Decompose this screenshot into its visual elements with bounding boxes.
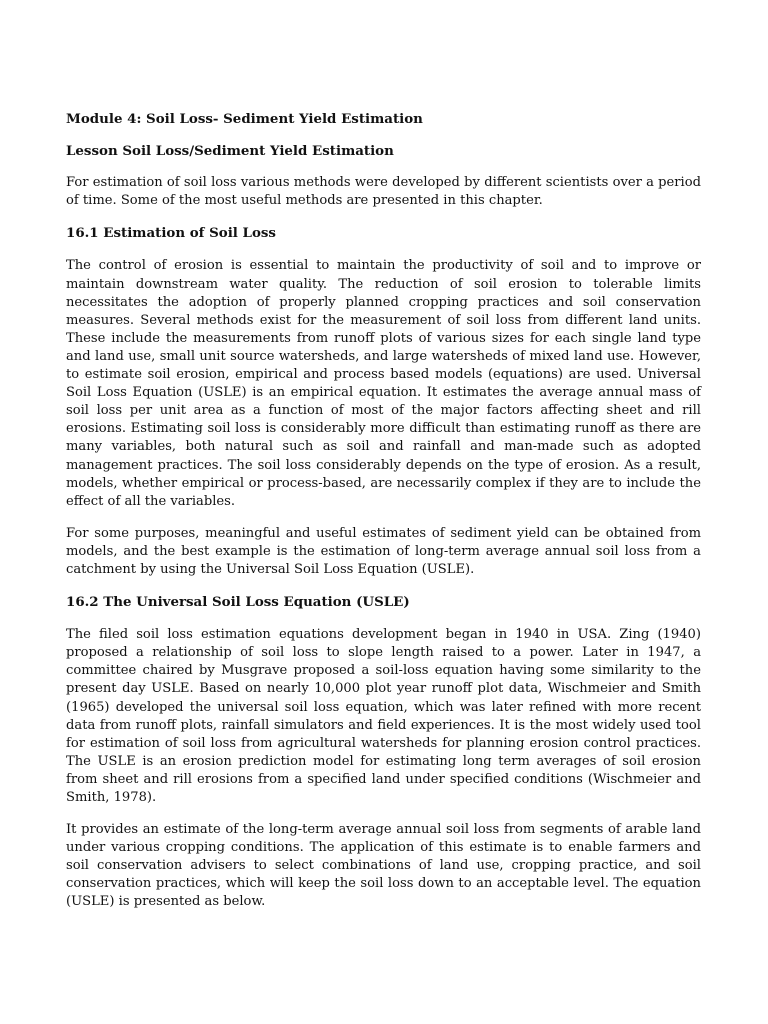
paragraph-usle-history: The filed soil loss estimation equations development began in 1940 in USA. Zing (1940) proposed a relationship of soil loss to slope length raised to a power. Later in 1947, a committee chaired by Musgrave proposed a soil-loss equation having some similarity to the present day USLE. Based on nearly 10,000 plot year runoff plot data, Wischmeier and Smith (1965) developed the universal soil loss equation, which was later refined with more recent data from runoff plots, rainfall simulators and field experiences. It is the most widely used tool for estimation of soil loss from agricultural watersheds for planning erosion control practices. The USLE is an erosion prediction model for estimating long term averages of soil erosion from sheet and rill erosions from a specified land under specified conditions (Wischmeier and Smith, 1978). [66, 627, 701, 805]
lesson-title: Lesson Soil Loss/Sediment Yield Estimation [66, 143, 394, 160]
intro-paragraph: For estimation of soil loss various methods were developed by different scientists over a period of time. Some of the most useful methods are presented in this chapter. [66, 175, 701, 209]
paragraph-erosion-control: The control of erosion is essential to maintain the productivity of soil and to improve or maintain downstream water quality. The reduction of soil erosion to tolerable limits necessitates the adoption of properly planned cropping practices and soil conservation measures. Several methods exist for the measurement of soil loss from different land units. These include the measurements from runoff plots of various sizes for each single land type and land use, small unit source watersheds, and large watersheds of mixed land use. However, to estimate soil erosion, empirical and process based models (equations) are used. Universal Soil Loss Equation (USLE) is an empirical equation. It estimates the average annual mass of soil loss per unit area as a function of most of the major factors affecting sheet and rill erosions. Estimating soil loss is considerably more difficult than estimating runoff as there are many variables, both natural such as soil and rainfall and man-made such as adopted management practices. The soil loss considerably depends on the type of erosion. As a result, models, whether empirical or process-based, are necessarily complex if they are to include the effect of all the variables. [66, 258, 701, 509]
section-heading-usle: 16.2 The Universal Soil Loss Equation (USLE) [66, 594, 410, 611]
paragraph-usle-application: It provides an estimate of the long-term average annual soil loss from segments of arable land under various cropping conditions. The application of this estimate is to enable farmers and soil conservation advisers to select combinations of land use, cropping practice, and soil conservation practices, which will keep the soil loss down to an acceptable level. The equation (USLE) is presented as below. [66, 822, 701, 910]
document-page [66, 110, 701, 912]
section-heading-estimation: 16.1 Estimation of Soil Loss [66, 225, 276, 242]
module-title: Module 4: Soil Loss- Sediment Yield Estimation [66, 111, 423, 127]
paragraph-sediment-yield: For some purposes, meaningful and useful estimates of sediment yield can be obtained from models, and the best example is the estimation of long-term average annual soil loss from a catchment by using the Universal Soil Loss Equation (USLE). [66, 525, 701, 577]
